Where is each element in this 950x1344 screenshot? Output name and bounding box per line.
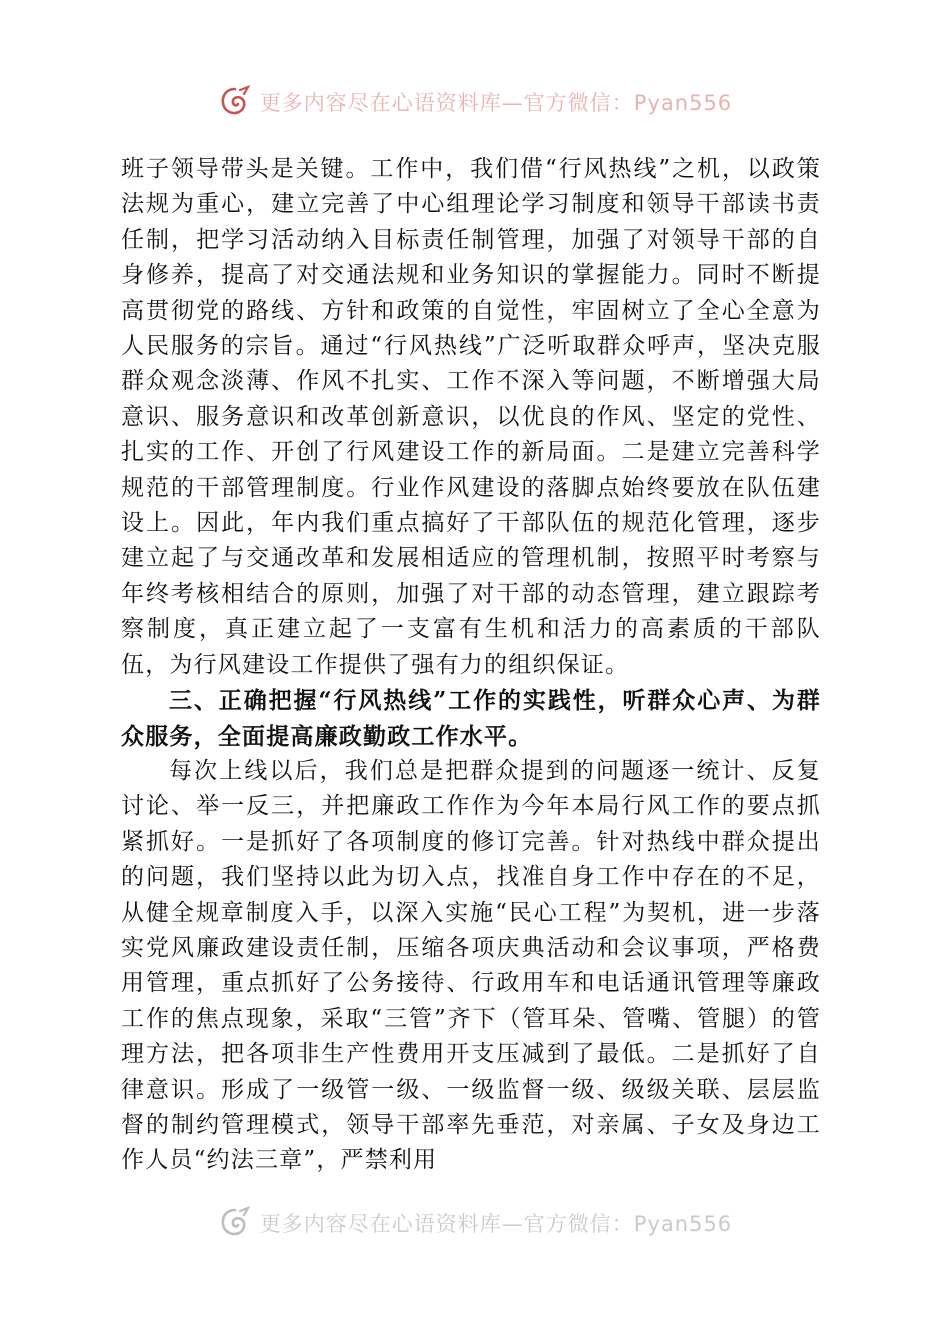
- body-paragraph: 每次上线以后，我们总是把群众提到的问题逐一统计、反复讨论、举一反三，并把廉政工作作为今年本局行风工作的要点抓紧抓好。一是抓好了各项制度的修订完善。针对热线中群众提出的问题，我们坚持以此为切入点，找准自身工作中存在的不足，从健全规章制度入手，以深入实施“民心工程”为契机，进一步落实党风廉政建设责任制，压缩各项庆典活动和会议事项，严格费用管理，重点抓好了公务接待、行政用车和电话通讯管理等廉政工作的焦点现象，采取“三管”齐下（管耳朵、管嘴、管腿）的管理方法，把各项非生产性费用开支压减到了最低。二是抓好了自律意识。形成了一级管一级、一级监督一级、级级关联、层层监督的制约管理模式，领导干部率先垂范，对亲属、子女及身边工作人员“约法三章”，严禁利用: [121, 757, 821, 1174]
- body-paragraph: 班子领导带头是关键。工作中，我们借“行风热线”之机，以政策法规为重心，建立完善了中心组理论学习制度和领导干部读书责任制，把学习活动纳入目标责任制管理，加强了对领导干部的自身修养，提高了对交通法规和业务知识的掌握能力。同时不断提高贯彻党的路线、方针和政策的自觉性，牢固树立了全心全意为人民服务的宗旨。通过“行风热线”广泛听取群众呼声，坚决克服群众观念淡薄、作风不扎实、工作不深入等问题，不断增强大局意识、服务意识和改革创新意识，以优良的作风、坚定的党性、扎实的工作、开创了行风建设工作的新局面。二是建立完善科学规范的干部管理制度。行业作风建设的落脚点始终要放在队伍建设上。因此，年内我们重点搞好了干部队伍的规范化管理，逐步建立起了与交通改革和发展相适应的管理机制，按照平时考察与年终考核相结合的原则，加强了对干部的动态管理，建立跟踪考察制度，真正建立起了一支富有生机和活力的高素质的干部队伍，为行风建设工作提供了强有力的组织保证。: [121, 156, 821, 678]
- section-heading: 三、正确把握“行风热线”工作的实践性，听群众心声、为群众服务，全面提高廉政勤政工作水平。: [121, 687, 821, 750]
- swirl-logo-icon: [218, 1206, 252, 1240]
- footer-watermark: [0, 1203, 950, 1243]
- header-watermark: [0, 82, 950, 122]
- document-body: [121, 152, 821, 1179]
- watermark-text: 更多内容尽在心语资料库—官方微信：Pyan556: [259, 91, 733, 115]
- watermark-text: 更多内容尽在心语资料库—官方微信：Pyan556: [259, 1212, 733, 1236]
- swirl-logo-icon: [218, 85, 252, 119]
